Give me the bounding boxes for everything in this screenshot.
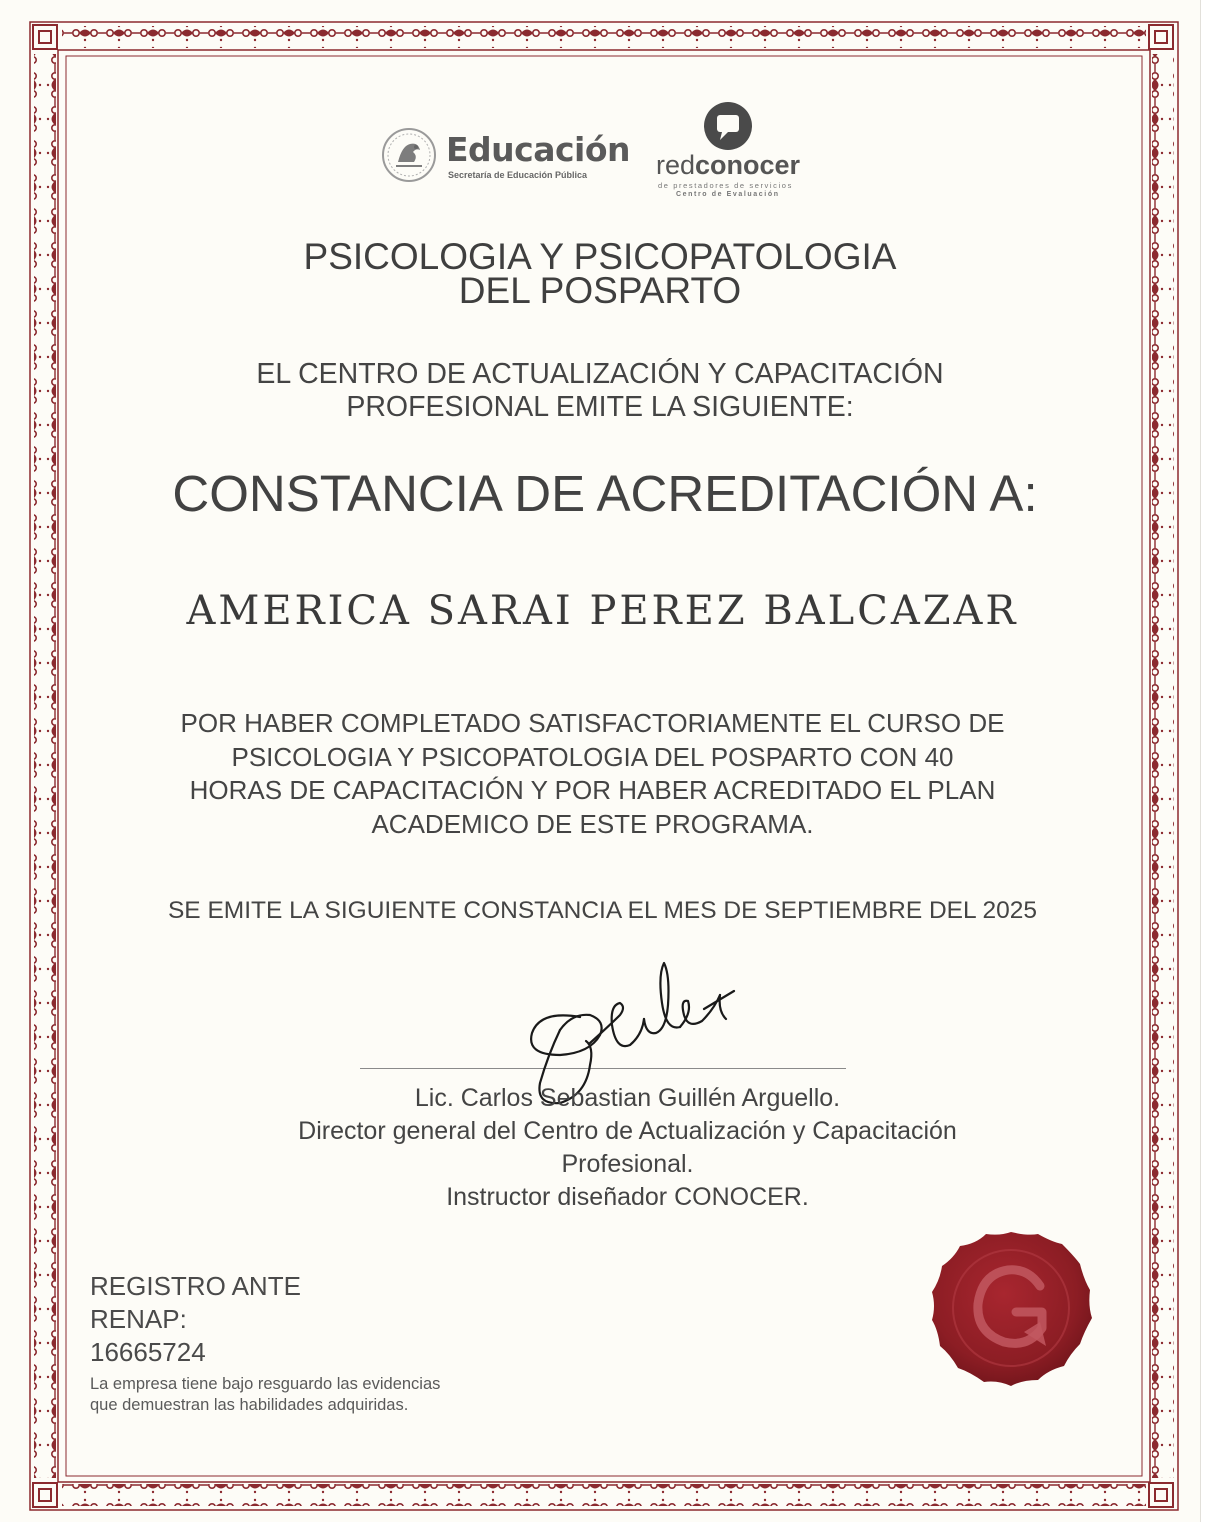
registro-block	[90, 1270, 450, 1369]
conocer-logo-line2: Centro de Evaluación	[676, 191, 780, 198]
wax-seal-icon	[928, 1228, 1094, 1388]
issuer-statement	[160, 358, 1040, 424]
sep-logo-subtitle: Secretaría de Educación Pública	[448, 170, 588, 180]
course-title	[200, 236, 1000, 311]
evidence-note	[90, 1374, 530, 1416]
signer-role-line-3: Instructor diseñador CONOCER.	[446, 1183, 809, 1211]
completion-line-3: HORAS DE CAPACITACIÓN Y POR HABER ACREDITADO EL PLAN	[189, 775, 996, 805]
signer-role-line-2: Profesional.	[561, 1150, 694, 1178]
mexican-coat-of-arms-icon	[380, 126, 438, 184]
course-title-line-1: PSICOLOGIA Y PSICOPATOLOGIA	[303, 236, 897, 277]
completion-line-1: POR HABER COMPLETADO SATISFACTORIAMENTE EL CURSO DE	[180, 708, 1005, 738]
signer-role-line-1: Director general del Centro de Actualización y Capacitación	[298, 1117, 957, 1145]
registro-number: 16665724	[90, 1337, 206, 1367]
conocer-logo-text	[656, 150, 800, 181]
registro-line-2: RENAP:	[90, 1304, 187, 1334]
completion-line-4: ACADEMICO DE ESTE PROGRAMA.	[371, 808, 814, 839]
conocer-logo-name: conocer	[695, 150, 801, 180]
emission-statement: SE EMITE LA SIGUIENTE CONSTANCIA EL MES DE SEPTIEMBRE DEL 2025	[167, 897, 1038, 924]
constancia-heading: CONSTANCIA DE ACREDITACIÓN A:	[172, 465, 1038, 522]
evidence-note-line-2: que demuestran las habilidades adquiridas.	[90, 1396, 409, 1414]
issuer-statement-line-1: EL CENTRO DE ACTUALIZACIÓN Y CAPACITACIÓN	[256, 358, 944, 390]
signer-name: Lic. Carlos Sebastian Guillén Arguello.	[414, 1084, 841, 1112]
sep-logo-text: Educación	[446, 130, 631, 169]
logo-row	[380, 100, 840, 200]
conocer-logo-icon	[700, 102, 756, 154]
recipient-name: AMERICA SARAI PEREZ BALCAZAR	[186, 588, 1019, 634]
completion-statement	[140, 707, 1045, 841]
conocer-logo-line1: de prestadores de servicios	[658, 181, 793, 190]
registro-line-1: REGISTRO ANTE	[90, 1271, 301, 1301]
issuer-statement-line-2: PROFESIONAL EMITE LA SIGUIENTE:	[346, 391, 854, 423]
course-title-line-2: DEL POSPARTO	[458, 270, 742, 311]
completion-line-2: PSICOLOGIA Y PSICOPATOLOGIA DEL POSPARTO CON 40	[231, 741, 954, 772]
signer-block	[220, 1082, 1035, 1214]
conocer-logo-prefix: red	[656, 150, 696, 180]
evidence-note-line-1: La empresa tiene bajo resguardo las evidencias	[90, 1375, 441, 1393]
